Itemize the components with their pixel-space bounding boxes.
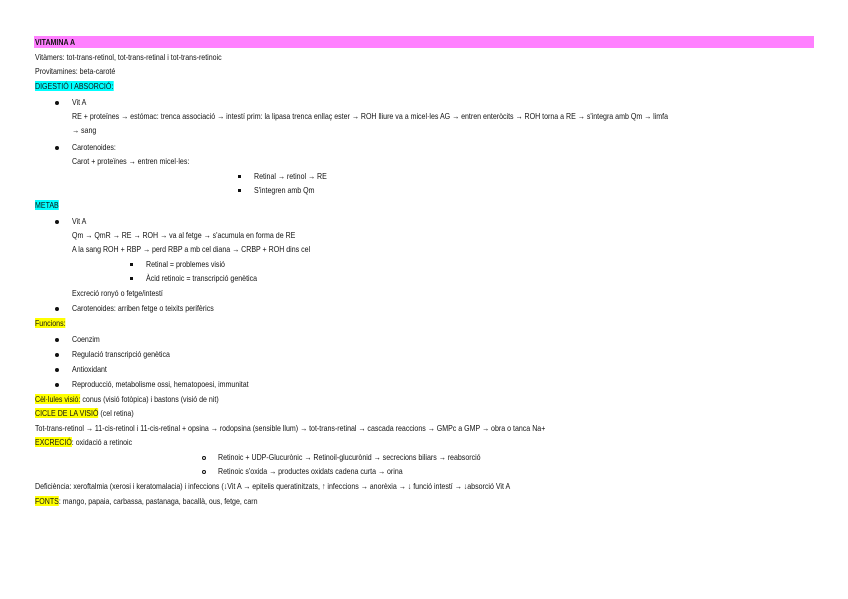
cicle-text: (cel retina) xyxy=(98,408,134,418)
section-metab xyxy=(35,200,59,211)
qm-line: Qm → QmR → RE → ROH → va al fetge → s'acumula en forma de RE xyxy=(72,230,296,240)
excrecio-ronyo-line: Excreció ronyó o fetge/intestí xyxy=(72,288,163,298)
carot-line: Carot + proteïnes → entren micel·les: xyxy=(72,156,190,166)
doc-title: VITAMINA A xyxy=(35,37,76,47)
reproduccio-item: Reproducció, metabolisme ossi, hematopoesi, immunitat xyxy=(72,379,249,389)
retinal-problemes-item: Retinal = problemes visió xyxy=(146,259,225,269)
cel-visio-line xyxy=(35,394,219,405)
section-digestio xyxy=(35,81,113,92)
title-highlight xyxy=(34,36,814,48)
cel-visio-heading: Cèl·lules visió: xyxy=(35,394,81,404)
sintegren-sub-item: S'integren amb Qm xyxy=(254,185,315,195)
sang-line: A la sang ROH + RBP → perd RBP a mb cel diana → CRBP + ROH dins cel xyxy=(72,244,311,254)
retinal-sub-item: Retinal → retinol → RE xyxy=(254,171,327,181)
deficiencia-line: Deficiència: xeroftalmia (xerosi i keratomalacia) i infeccions (↓Vit A → epitelis queratinitzats, ↑ infeccions → anorèxia → ↓ funció intestí → ↓absorció Vit A xyxy=(35,481,511,491)
antioxidant-item: Antioxidant xyxy=(72,364,107,374)
square-bullet-icon xyxy=(238,175,241,178)
vitamers-line: Vitàmers: tot-trans-retinol, tot-trans-retinal i tot-trans-retinoic xyxy=(35,52,222,62)
cicle-heading: CICLE DE LA VISIÓ xyxy=(35,408,99,418)
re-absorption-line-cont: → sang xyxy=(72,125,97,135)
square-bullet-icon xyxy=(238,189,241,192)
provitamines-line: Provitamines: beta-caroté xyxy=(35,66,116,76)
digestio-heading: DIGESTIÓ I ABSORCIÓ: xyxy=(35,81,114,91)
circle-bullet-icon xyxy=(202,456,206,460)
re-absorption-line: RE + proteïnes → estómac: trenca associació → intestí prim: la lipasa trenca enllaç ester → ROH lliure va a micel·les AG → entren enteròcits → ROH torna a RE → s'integra amb Qm → limfa xyxy=(72,111,669,121)
fonts-text: : mango, papaia, carbassa, pastanaga, bacallà, ous, fetge, carn xyxy=(58,496,258,506)
bullet-icon xyxy=(55,368,59,372)
regulacio-item: Regulació transcripció genètica xyxy=(72,349,170,359)
retinoic-oxida-item: Retinoic s'oxida → productes oxidats cadena curta → orina xyxy=(218,466,403,476)
square-bullet-icon xyxy=(130,263,133,266)
acid-retinoic-item: Àcid retinoic = transcripció genètica xyxy=(146,273,258,283)
section-funcions xyxy=(35,318,66,329)
excrecio-heading: EXCRECIÓ xyxy=(35,437,72,447)
vit-a-item: Vit A xyxy=(72,97,87,107)
bullet-icon xyxy=(55,338,59,342)
coenzim-item: Coenzim xyxy=(72,334,100,344)
bullet-icon xyxy=(55,101,59,105)
bullet-icon xyxy=(55,353,59,357)
bullet-icon xyxy=(55,383,59,387)
fonts-heading: FONTS xyxy=(35,496,59,506)
carot-arriben-item: Carotenoides: arriben fetge o teixits perifèrics xyxy=(72,303,214,313)
circle-bullet-icon xyxy=(202,470,206,474)
carotenoides-item: Carotenoides: xyxy=(72,142,116,152)
excrecio-line xyxy=(35,437,132,448)
square-bullet-icon xyxy=(130,277,133,280)
funcions-heading: Funcions: xyxy=(35,318,66,328)
vit-a-item-2: Vit A xyxy=(72,216,87,226)
excrecio-text: : oxidació a retinoic xyxy=(71,437,133,447)
bullet-icon xyxy=(55,146,59,150)
cel-visio-text: conus (visió fotòpica) i bastons (visió de nit) xyxy=(80,394,219,404)
cicle-visio-line xyxy=(35,408,134,419)
metab-heading: METAB xyxy=(35,200,59,210)
fonts-line xyxy=(35,496,258,507)
retinoic-udp-item: Retinoic + UDP-Glucurònic → Retinoil-glucurònid → secrecions biliars → reabsorció xyxy=(218,452,481,462)
bullet-icon xyxy=(55,307,59,311)
bullet-icon xyxy=(55,220,59,224)
cicle-detail-line: Tot-trans-retinol → 11-cis-retinol i 11-cis-retinal + opsina → rodopsina (sensible llum) → tot-trans-retinal → cascada reaccions → GMPc a GMP → obra o tanca Na+ xyxy=(35,423,546,433)
